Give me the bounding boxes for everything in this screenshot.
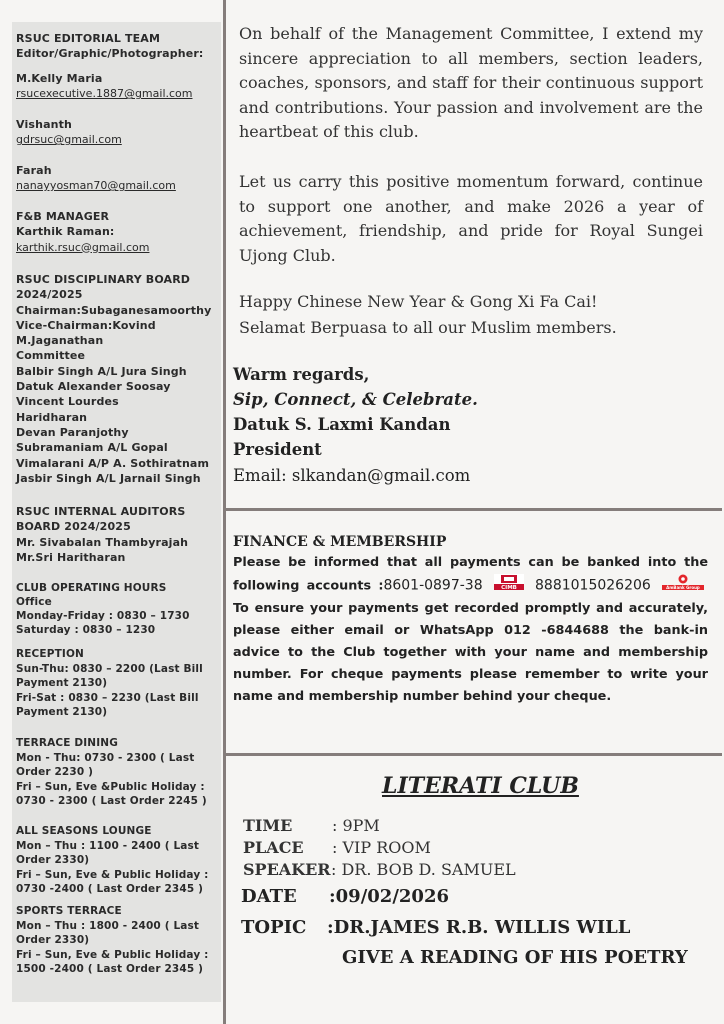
disc-member: Balbir Singh A/L Jura Singh	[16, 364, 187, 378]
time-label: TIME	[243, 816, 293, 835]
office-hours: Saturday : 0830 – 1230	[16, 624, 156, 636]
office-hours: Monday-Friday : 0830 – 1730	[16, 610, 190, 622]
auditors-section	[16, 504, 221, 565]
fb-name: Karthik Raman:	[16, 225, 115, 239]
disc-member: Datuk Alexander Soosay	[16, 380, 171, 394]
cimb-account: 8601-0897-38	[383, 577, 483, 594]
disc-member: Committee	[16, 349, 86, 363]
topic-label: TOPIC	[241, 917, 307, 938]
reception-hours: Fri-Sat : 0830 – 2230 (Last Bill Payment 2130)	[16, 691, 199, 719]
editor-name: Farah	[16, 164, 52, 177]
regards: Warm regards,	[233, 365, 370, 384]
letter-paragraph-2: Let us carry this positive momentum forward, continue to support one another, and make 2026 a year of achievement, friendship, and pride for Royal Sungei Ujong Club.	[239, 172, 703, 265]
terrace-hours: Mon - Thu: 0730 - 2300 ( Last Order 2230 )	[16, 751, 195, 779]
disc-member: M.Jaganathan	[16, 334, 104, 348]
fb-section	[16, 209, 221, 255]
audit-member: Mr.Sri Haritharan	[16, 550, 126, 564]
time-value: : 9PM	[332, 816, 380, 835]
disc-member: Vimalarani A/P A. Sothiratnam	[16, 456, 210, 470]
lounge-hours: Mon – Thu : 1100 - 2400 ( Last Order 2330)	[16, 839, 200, 867]
vertical-divider	[223, 0, 226, 1024]
editor-1	[16, 71, 221, 102]
editorial-title: RSUC EDITORIAL TEAM	[16, 32, 161, 45]
ambank-account: 8881015026206	[535, 577, 651, 594]
finance-body: To ensure your payments get recorded promptly and accurately, please either email or WhatsApp 012 -6844688 the bank-in advice to the Club together with your name and membership number. For cheque payments please remember to write your name and membership number behind your cheque.	[233, 601, 708, 704]
reception-hours: Sun-Thu: 0830 – 2200 (Last Bill Payment 2130)	[16, 662, 203, 690]
office-label: Office	[16, 596, 52, 608]
editor-name: Vishanth	[16, 118, 73, 131]
finance-intro	[233, 552, 708, 708]
place-label: PLACE	[243, 838, 304, 857]
disc-title: RSUC DISCIPLINARY BOARD	[16, 273, 191, 286]
disc-year: 2024/2025	[16, 288, 83, 302]
sports-hours: Mon – Thu : 1800 - 2400 ( Last Order 2330)	[16, 919, 200, 947]
disc-member: Vice-Chairman:Kovind	[16, 318, 156, 332]
signatory: Datuk S. Laxmi Kandan	[233, 415, 451, 434]
lounge-hours: Fri – Sun, Eve & Public Holiday : 0730 -2400 ( Last Order 2345 )	[16, 868, 209, 896]
editor-3	[16, 163, 221, 194]
literati-title: LITERATI CLUB	[382, 773, 579, 799]
audit-title: RSUC INTERNAL AUDITORS	[16, 505, 186, 518]
audit-year: BOARD 2024/2025	[16, 520, 131, 534]
sports-title: SPORTS TERRACE	[16, 905, 122, 917]
speaker-label: SPEAKER	[243, 860, 331, 879]
editorial-role: Editor/Graphic/Photographer:	[16, 47, 204, 61]
terrace-hours: Fri – Sun, Eve &Public Holiday : 0730 - 2300 ( Last Order 2245 )	[16, 780, 207, 808]
sports-hours: Fri – Sun, Eve & Public Holiday : 1500 -2400 ( Last Order 2345 )	[16, 948, 209, 976]
ambank-logo-icon	[662, 574, 704, 598]
reception-title: RECEPTION	[16, 648, 84, 660]
fb-title: F&B MANAGER	[16, 210, 110, 223]
terrace-title: TERRACE DINING	[16, 737, 118, 749]
hours-title: CLUB OPERATING HOURS	[16, 582, 167, 594]
divider-1	[226, 508, 722, 511]
greeting-1: Happy Chinese New Year & Gong Xi Fa Cai!	[239, 292, 598, 311]
finance-section	[233, 533, 708, 708]
editor-2	[16, 117, 221, 148]
editor-name: M.Kelly Maria	[16, 72, 103, 85]
sports-section	[16, 904, 221, 977]
hours-section	[16, 581, 221, 637]
editor-email-link[interactable]: gdrsuc@gmail.com	[16, 133, 122, 147]
ambank-logo-text: AmBank Group	[666, 585, 700, 590]
topic-value: :DR.JAMES R.B. WILLIS WILL	[327, 917, 631, 938]
finance-title: FINANCE & MEMBERSHIP	[233, 534, 447, 550]
audit-member: Mr. Sivabalan Thambyrajah	[16, 535, 189, 549]
letter-paragraph-1: On behalf of the Management Committee, I extend my sincere appreciation to all members, section leaders, coaches, sponsors, and staff for their continuous support and contributions. Your passion and involvement are the heartbeat of this club.	[239, 24, 703, 142]
president-email[interactable]: Email: slkandan@gmail.com	[233, 466, 471, 485]
editorial-section	[16, 31, 221, 62]
greeting-2: Selamat Berpuasa to all our Muslim members.	[239, 318, 617, 337]
editor-email-link[interactable]: nanayyosman70@gmail.com	[16, 179, 176, 193]
place-value: : VIP ROOM	[332, 838, 431, 857]
disc-member: Haridharan	[16, 410, 88, 424]
topic-value-continued: GIVE A READING OF HIS POETRY	[342, 947, 688, 968]
disc-member: Vincent Lourdes	[16, 395, 119, 409]
cimb-logo-icon	[494, 574, 524, 598]
sidebar	[12, 22, 221, 1002]
disc-member: Chairman:Subaganesamoorthy	[16, 303, 212, 317]
date-label: DATE	[241, 886, 297, 907]
divider-2	[226, 753, 722, 756]
speaker-value: : DR. BOB D. SAMUEL	[331, 860, 516, 879]
disc-member: Jasbir Singh A/L Jarnail Singh	[16, 471, 201, 485]
date-value: :09/02/2026	[329, 886, 449, 907]
cimb-logo-text: CIMB	[500, 585, 517, 590]
fb-email-link[interactable]: karthik.rsuc@gmail.com	[16, 240, 150, 254]
lounge-title: ALL SEASONS LOUNGE	[16, 825, 152, 837]
motto: Sip, Connect, & Celebrate.	[233, 390, 478, 409]
disc-member: Devan Paranjothy	[16, 425, 129, 439]
lounge-section	[16, 824, 221, 897]
finance-intro-text: Please be informed that all payments can be banked into the following accounts :	[233, 555, 708, 594]
editor-email-link[interactable]: rsucexecutive.1887@gmail.com	[16, 87, 193, 101]
disciplinary-section	[16, 272, 221, 486]
disc-member: Subramaniam A/L Gopal	[16, 441, 168, 455]
position: President	[233, 440, 322, 459]
terrace-section	[16, 736, 221, 809]
reception-section	[16, 647, 221, 720]
